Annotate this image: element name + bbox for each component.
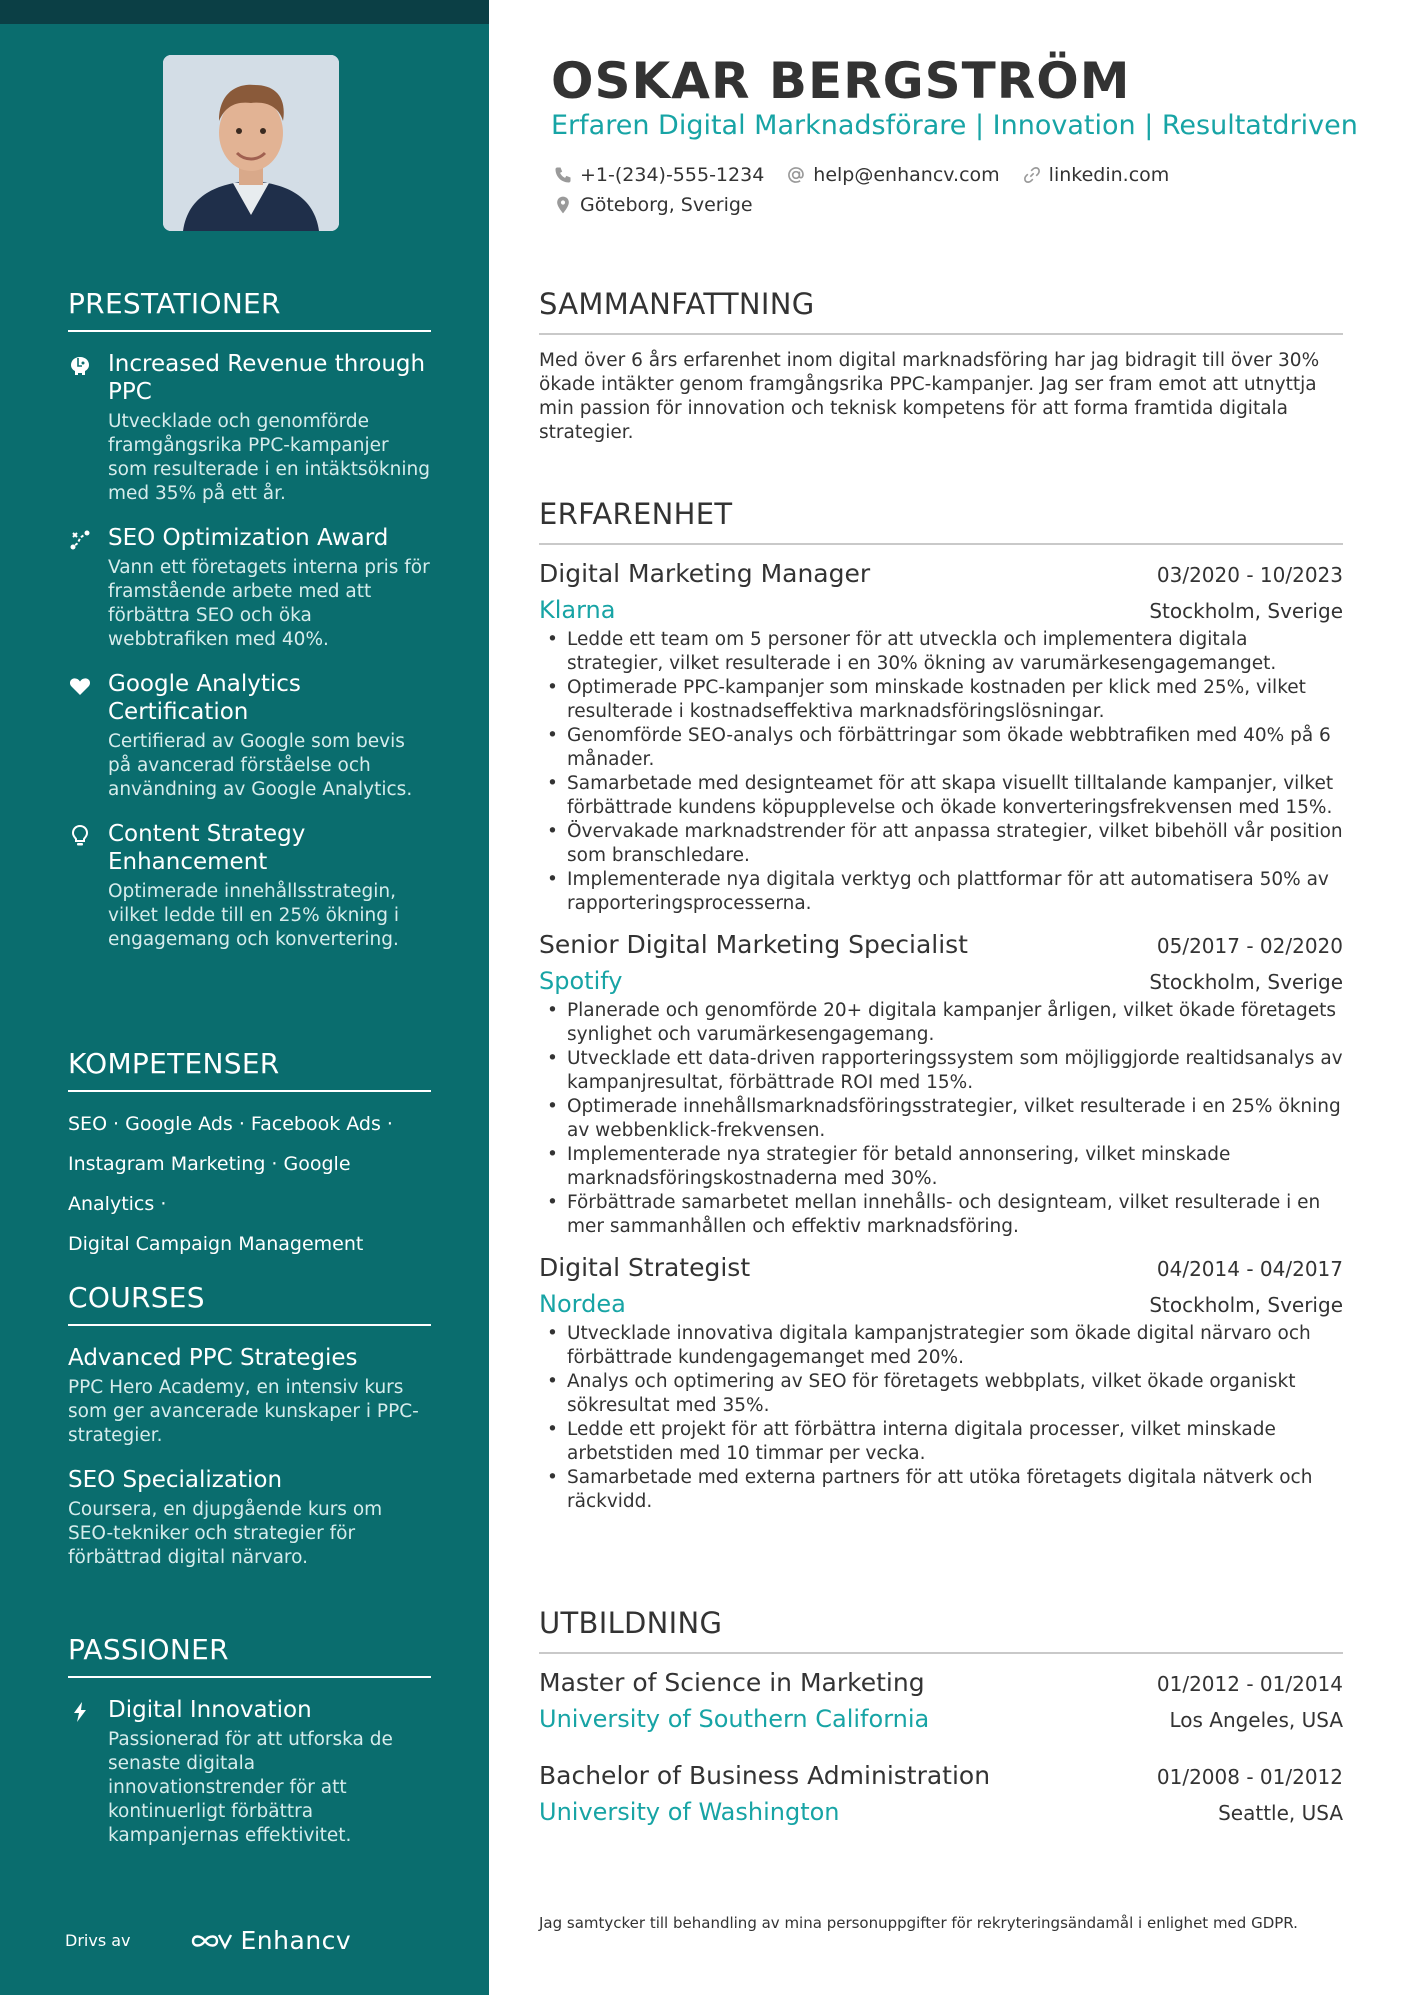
job-bullet: • Optimerade PPC-kampanjer som minskade kostnaden per klick med 25%, vilket resulterade i kostnadseffektiva marknadsföringslösningar. <box>539 676 1343 724</box>
job-location: Stockholm, Sverige <box>1149 970 1343 994</box>
achievement-title: SEO Optimization Award <box>108 525 389 551</box>
achievement-description: Optimerade innehållsstrategin, vilket ledde till en 25% ökning i engagemang och konvertering. <box>108 881 399 950</box>
piggy-bank-icon <box>68 354 92 378</box>
job-entry <box>539 930 1343 1239</box>
job-bullet: • Utvecklade innovativa digitala kampanjstrategier som ökade digital närvaro och förbättrade kundengagemanget med 20%. <box>539 1322 1343 1370</box>
achievement-title: Google Analytics Certification <box>108 671 301 725</box>
achievement-item <box>68 350 431 506</box>
phone-contact[interactable] <box>553 164 764 186</box>
job-bullet: • Optimerade innehållsmarknadsföringsstrategier, vilket resulterade i en 25% ökning av webbenklick-frekvensen. <box>539 1095 1343 1143</box>
education-dates: 01/2012 - 01/2014 <box>1156 1672 1343 1696</box>
summary-section <box>539 287 1343 445</box>
job-bullet: • Planerade och genomförde 20+ digitala kampanjer årligen, vilket ökade företagets synlighet och varumärkesengagemang. <box>539 999 1343 1047</box>
courses-title: COURSES <box>68 1281 431 1326</box>
achievement-item <box>68 524 431 652</box>
at-sign-icon <box>786 165 806 185</box>
achievements-title: PRESTATIONER <box>68 287 431 332</box>
location-pin-icon <box>553 195 573 215</box>
job-entry <box>539 1253 1343 1514</box>
job-dates: 03/2020 - 10/2023 <box>1156 563 1343 587</box>
course-description: PPC Hero Academy, en intensiv kurs som ger avancerade kunskaper i PPC-strategier. <box>68 1377 419 1446</box>
gdpr-consent: Jag samtycker till behandling av mina personuppgifter för rekryteringsändamål i enlighet med GDPR. <box>539 1914 1298 1932</box>
job-bullet: • Implementerade nya digitala verktyg och plattformar för att automatisera 50% av rapporteringsprocesserna. <box>539 868 1343 916</box>
skills-title: KOMPETENSER <box>68 1047 431 1092</box>
job-dates: 05/2017 - 02/2020 <box>1156 934 1343 958</box>
course-item <box>68 1344 431 1448</box>
courses-section <box>68 1281 431 1570</box>
education-entry <box>539 1761 1343 1826</box>
skills-line: SEO · Google Ads · Facebook Ads · <box>68 1113 393 1135</box>
passion-description: Passionerad för att utforska de senaste digitala innovationstrender för att kontinuerligt förbättra kampanjernas effektivitet. <box>108 1729 393 1846</box>
achievements-section <box>68 287 431 952</box>
job-title: Senior Digital Marketing Specialist <box>539 930 968 959</box>
skills-line: Digital Campaign Management <box>68 1233 364 1255</box>
enhancv-logo-icon <box>189 1929 233 1953</box>
achievement-title: Content Strategy Enhancement <box>108 821 306 875</box>
job-bullets <box>539 999 1343 1239</box>
job-bullets <box>539 628 1343 916</box>
course-title: Advanced PPC Strategies <box>68 1345 358 1371</box>
job-bullet: • Ledde ett team om 5 personer för att utveckla och implementera digitala strategier, vilket resulterade i en 30% ökning av varumärkesengagemanget. <box>539 628 1343 676</box>
achievement-title: Increased Revenue through PPC <box>108 351 426 405</box>
lightbulb-icon <box>68 824 92 848</box>
education-dates: 01/2008 - 01/2012 <box>1156 1765 1343 1789</box>
job-entry <box>539 559 1343 916</box>
education-section <box>539 1606 1343 1826</box>
sidebar <box>0 0 489 1995</box>
achievement-item <box>68 820 431 952</box>
route-icon <box>68 528 92 552</box>
education-title: UTBILDNING <box>539 1606 1343 1654</box>
achievement-description: Vann ett företagets interna pris för framstående arbete med att förbättra SEO och öka webbtrafiken med 40%. <box>108 557 430 650</box>
job-title: Digital Strategist <box>539 1253 751 1282</box>
location-contact <box>553 194 753 216</box>
achievement-description: Certifierad av Google som bevis på avancerad förståelse och användning av Google Analytics. <box>108 731 413 800</box>
candidate-name: OSKAR BERGSTRÖM <box>551 52 1131 110</box>
course-item <box>68 1466 431 1570</box>
bolt-icon <box>68 1700 92 1724</box>
job-bullet: • Ledde ett projekt för att förbättra interna digitala processer, vilket minskade arbetstiden med 10 timmar per vecka. <box>539 1418 1343 1466</box>
job-bullet: • Analys och optimering av SEO för företagets webbplats, vilket ökade organiskt sökresultat med 35%. <box>539 1370 1343 1418</box>
skills-list <box>68 1104 431 1264</box>
job-company: Nordea <box>539 1290 626 1318</box>
candidate-headline: Erfaren Digital Marknadsförare | Innovation | Resultatdriven <box>551 110 1358 141</box>
summary-text: Med över 6 års erfarenhet inom digital marknadsföring har jag bidragit till över 30% ökade intäkter genom framgångsrika PPC-kampanjer. Jag ser fram emot att utnyttja min passion för innovation och teknisk kompetens för att forma framtida digitala strategier. <box>539 350 1320 443</box>
degree-title: Master of Science in Marketing <box>539 1668 925 1697</box>
job-bullet: • Utvecklade ett data-driven rapporteringssystem som möjliggjorde realtidsanalys av kampanjresultat, förbättrade ROI med 15%. <box>539 1047 1343 1095</box>
linkedin-contact[interactable] <box>1022 164 1170 186</box>
email-address: help@enhancv.com <box>813 164 1000 186</box>
linkedin-url: linkedin.com <box>1048 164 1170 186</box>
skills-section <box>68 1047 431 1264</box>
school-location: Seattle, USA <box>1218 1801 1343 1825</box>
job-company: Klarna <box>539 596 616 624</box>
heart-icon <box>68 674 92 698</box>
sidebar-top-bar <box>0 0 489 24</box>
profile-photo <box>163 55 339 231</box>
school-location: Los Angeles, USA <box>1169 1708 1343 1732</box>
school-name: University of Washington <box>539 1798 840 1826</box>
job-bullet: • Förbättrade samarbetet mellan innehålls- och designteam, vilket resulterade i en mer sammanhållen och effektiv marknadsföring. <box>539 1191 1343 1239</box>
passions-section <box>68 1633 431 1848</box>
brand-logo[interactable] <box>189 1926 352 1955</box>
location-text: Göteborg, Sverige <box>580 194 753 216</box>
job-bullet: • Samarbetade med designteamet för att skapa visuellt tilltalande kampanjer, vilket förbättrade kundens köpupplevelse och ökade konverteringsfrekvensen med 15%. <box>539 772 1343 820</box>
job-company: Spotify <box>539 967 623 995</box>
powered-by <box>65 1926 351 1955</box>
job-location: Stockholm, Sverige <box>1149 1293 1343 1317</box>
job-title: Digital Marketing Manager <box>539 559 871 588</box>
brand-name: Enhancv <box>240 1926 352 1955</box>
experience-section <box>539 497 1343 1514</box>
job-bullet: • Samarbetade med externa partners för att utöka företagets digitala nätverk och räckvidd. <box>539 1466 1343 1514</box>
job-dates: 04/2014 - 04/2017 <box>1156 1257 1343 1281</box>
job-bullet: • Implementerade nya strategier för betald annonsering, vilket minskade marknadsföringskostnaderna med 30%. <box>539 1143 1343 1191</box>
email-contact[interactable] <box>786 164 999 186</box>
passion-title: Digital Innovation <box>108 1697 312 1723</box>
contact-info <box>553 160 1191 220</box>
passions-title: PASSIONER <box>68 1633 431 1678</box>
skills-line: Instagram Marketing · Google Analytics · <box>68 1153 351 1215</box>
job-location: Stockholm, Sverige <box>1149 599 1343 623</box>
school-name: University of Southern California <box>539 1705 930 1733</box>
powered-by-label: Drivs av <box>65 1931 131 1950</box>
job-bullet: • Övervakade marknadstrender för att anpassa strategier, vilket bibehöll vår position som branschledare. <box>539 820 1343 868</box>
link-icon <box>1022 165 1042 185</box>
achievement-description: Utvecklade och genomförde framgångsrika PPC-kampanjer som resulterade i en intäktsökning med 35% på ett år. <box>108 411 430 504</box>
achievement-item <box>68 670 431 802</box>
summary-title: SAMMANFATTNING <box>539 287 1343 335</box>
phone-number: +1-(234)-555-1234 <box>580 164 765 186</box>
education-entry <box>539 1668 1343 1733</box>
degree-title: Bachelor of Business Administration <box>539 1761 991 1790</box>
course-description: Coursera, en djupgående kurs om SEO-tekniker och strategier för förbättrad digital närvaro. <box>68 1499 383 1568</box>
experience-title: ERFARENHET <box>539 497 1343 545</box>
job-bullets <box>539 1322 1343 1514</box>
phone-icon <box>553 165 573 185</box>
course-title: SEO Specialization <box>68 1467 283 1493</box>
passion-item <box>68 1696 431 1848</box>
job-bullet: • Genomförde SEO-analys och förbättringar som ökade webbtrafiken med 40% på 6 månader. <box>539 724 1343 772</box>
